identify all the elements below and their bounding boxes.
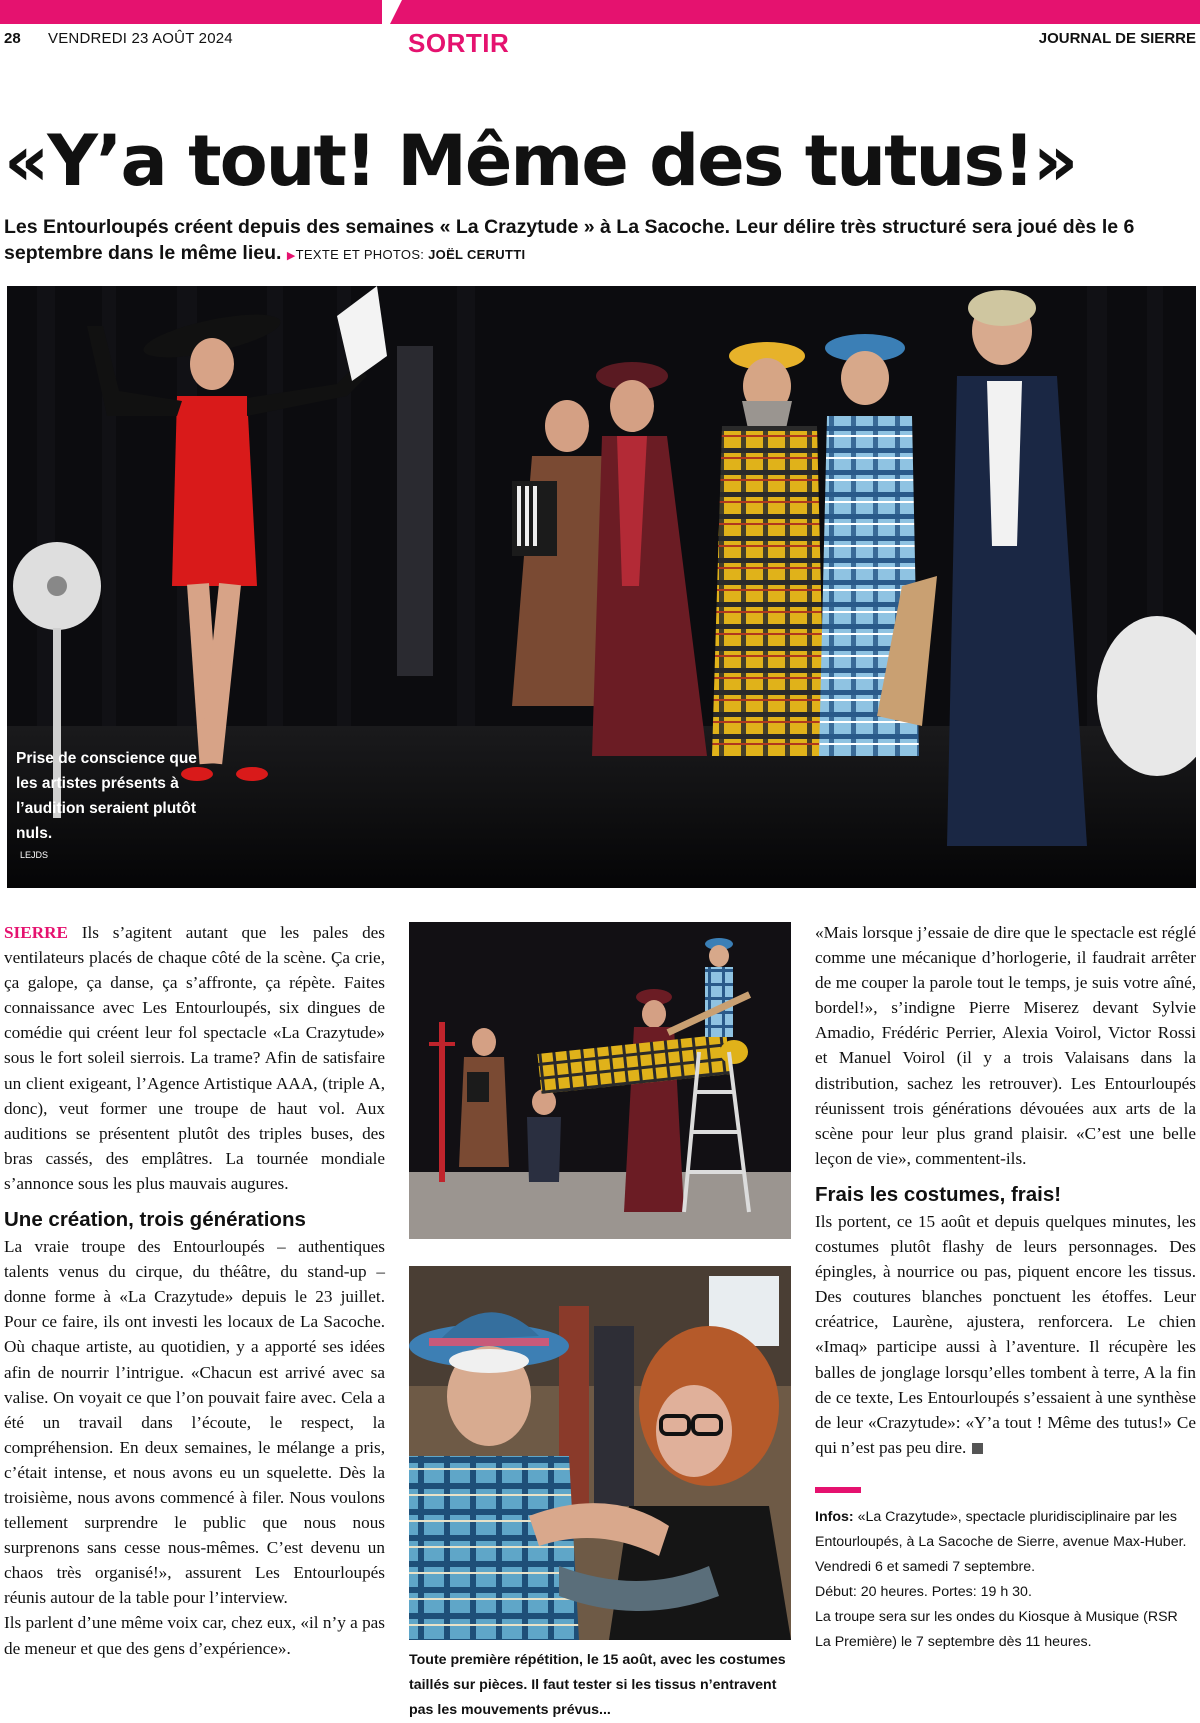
dateline: SIERRE [4, 923, 68, 942]
paragraph-4: «Mais lorsque j’essaie de dire que le spectacle est réglé comme une mécanique d’horlogerie, il faudrait arrêter de me couper la parole tout le temps, je suis votre aîné, bordel!», s’indigne Pierre Miserez devant Sylvie Amadio, Frédéric Perrier, Alexia Voirol, Victor Rossi et Manuel Voirol (il y a trois Valaisans dans la distribution, sachez les retrouver). Les Entourloupés réunissent trois générations dévouées aux arts de la scène pour leur plus grand plaisir. «C’est une belle leçon de vie», commentent-ils. [815, 923, 1196, 1168]
byline-prefix: TEXTE ET PHOTOS: [295, 247, 429, 262]
lead-paragraph [4, 214, 1196, 269]
main-photo-credit: LEJDS [20, 850, 49, 860]
info-line-3: La troupe sera sur les ondes du Kiosque à Musique (RSR La Première) le 7 septembre dès 11 heures. [815, 1608, 1178, 1650]
triangle-icon: ▶ [286, 250, 296, 262]
paragraph-3: Ils parlent d’une même voix car, chez eux, «il n’y a pas de meneur et que des gens d’expérience». [4, 1613, 385, 1658]
paragraph-5-text: Ils portent, ce 15 août et depuis quelques minutes, les costumes plutôt flashy de leurs personnages. Des épingles, à nourrice ou pas, piquent encore les tissus. Des coutures blanches ponctuent les étoffes. Leur créatrice, Laurène, ajustera, renforcera. Le chien «Imaq» participe aussi à l’aventure. Il récupère les balles de jonglage lorsqu’elles tombent à terre, A la fin de ce texte, Les Entourloupés s’essaient à une synthèse de leur «Crazytude»: «Y’a tout ! Même des tutus!» Ce qui n’est pas peu dire. [815, 1211, 1196, 1457]
costume-fitting-photo [409, 1266, 791, 1640]
info-rule [815, 1487, 861, 1493]
header-bar [0, 0, 1200, 24]
section-title: SORTIR [408, 28, 510, 58]
headline: «Y’a tout! Même des tutus!» [4, 120, 1077, 202]
issue-date: VENDREDI 23 AOÛT 2024 [48, 30, 233, 47]
info-line-2: Début: 20 heures. Portes: 19 h 30. [815, 1583, 1032, 1600]
lead-text: Les Entourloupés créent depuis des semaines « La Crazytude » à La Sacoche. Leur délire très structuré sera joué dès le 6 septembre dans le même lieu. [4, 216, 1135, 264]
page-number: 28 [4, 30, 21, 47]
column-left [4, 920, 385, 1661]
info-box [815, 1505, 1196, 1655]
paragraph-5 [815, 1209, 1196, 1460]
end-mark-icon [972, 1443, 983, 1454]
main-photo-caption: Prise de conscience que les artistes présents à l’audition seraient plutôt nuls. [16, 750, 197, 842]
info-line-1: «La Crazytude», spectacle pluridisciplinaire par les Entourloupés, à La Sacoche de Sierre, avenue Max-Huber. Vendredi 6 et samedi 7 septembre. [815, 1508, 1187, 1575]
header-bar-left [0, 0, 382, 24]
rehearsal-stage-photo [409, 922, 791, 1239]
paragraph-1-text: Ils s’agitent autant que les pales des ventilateurs placés de chaque côté de la scène. Ça crie, ça galope, ça danse, ça s’affronte, ça répète. Faites connaissance avec Les Entourloupés, six dingues de comédie qui créent leur fol spectacle «La Crazytude» sous le fort soleil sierrois. La trame? Afin de satisfaire un client exigeant, l’Agence Artistique AAA, (triple A, donc), veut former une troupe de haut vol. Aux auditions se présentent plutôt des triples buses, des bras cassés, des emplâtres. La tournée mondiale s’annonce sous les plus mauvais augures. [4, 923, 385, 1193]
column-right [815, 920, 1196, 1655]
info-block-1 [815, 1509, 1186, 1575]
subhead-generations: Une création, trois générations [4, 1208, 306, 1232]
paragraph-2: La vraie troupe des Entourloupés – authentiques talents venus du cirque, du théâtre, du stand-up – donne forme à «La Crazytude» depuis le 23 juillet. Pour ce faire, ils ont investi les locaux de La Sacoche. Où chaque artiste, au quotidien, y a apporté ses idées afin de nourrir l’intrigue. «Chacun est arrivé avec sa valise. On voyait ce que l’on pouvait faire avec. Cela a été un travail dans l’écoute, le respect, la compréhension. En deux semaines, le mélange a pris, c’était intense, et nous avons eu un squelette. Dès la troisième, nous avons commencé à filer. Nous voulons tellement surprendre le public que nous nous surprenons sans cesse nous-mêmes. C’est devenu un chaos très organisé!», assurent Les Entourloupés réunis autour de la table pour l’interview. [4, 1237, 385, 1608]
paragraph-intro [4, 920, 385, 1196]
newspaper-name: JOURNAL DE SIERRE [1038, 30, 1196, 47]
costume-photo-caption: Toute première répétition, le 15 août, avec les costumes taillés sur pièces. Il faut tester si les tissus n’entravent pas les mouvements prévus... [409, 1652, 786, 1718]
header-bar-right [390, 0, 1200, 24]
byline [287, 247, 526, 262]
subhead-costumes: Frais les costumes, frais! [815, 1182, 1062, 1206]
byline-author: JOËL CERUTTI [428, 247, 526, 262]
info-label: Infos: [815, 1508, 854, 1525]
